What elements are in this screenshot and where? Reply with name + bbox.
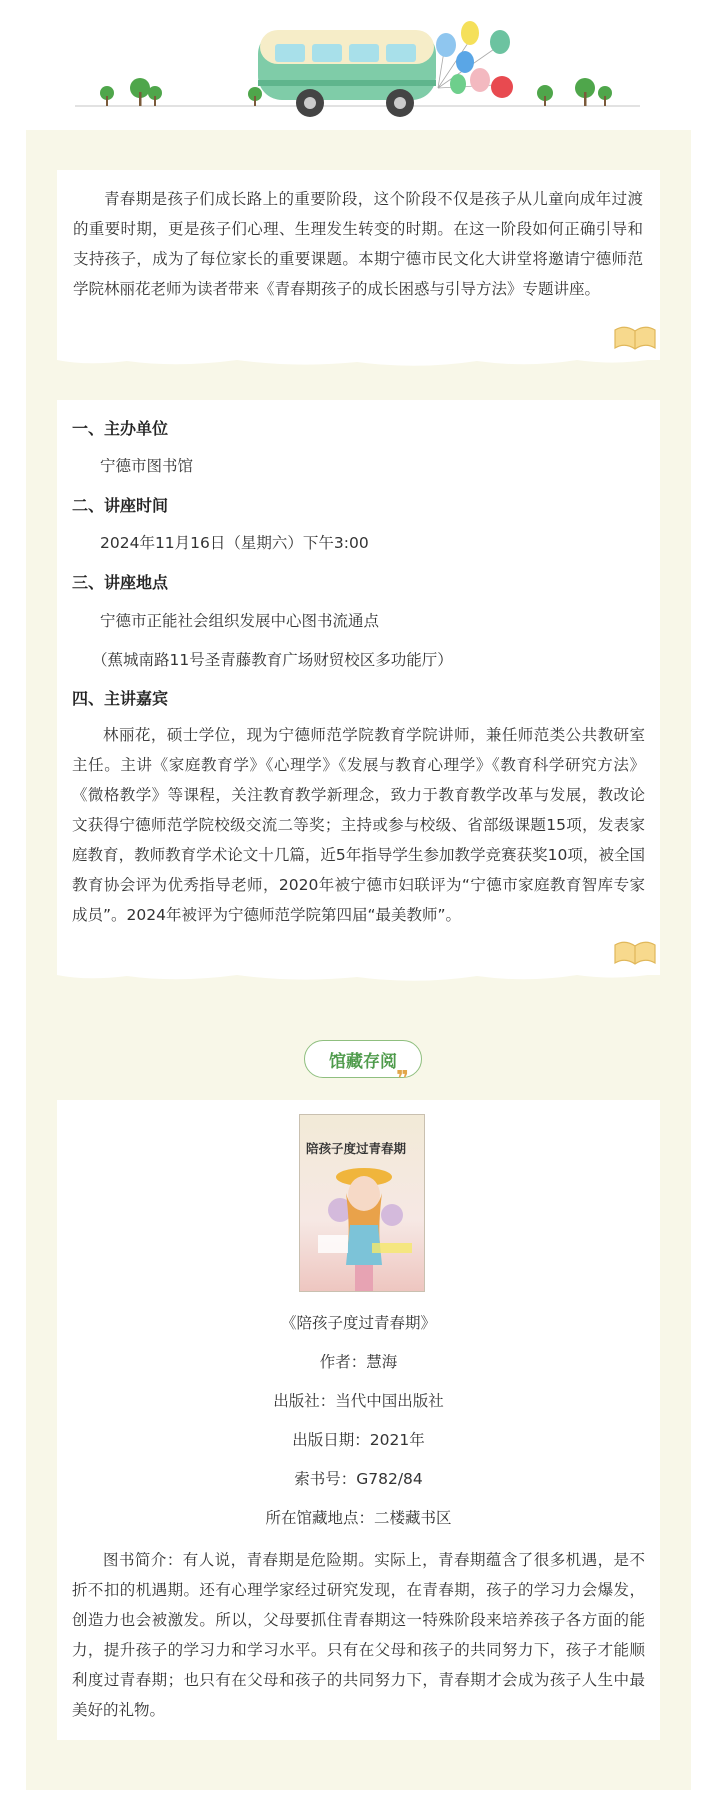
book-cover-title: 陪孩子度过青春期	[306, 1141, 407, 1156]
girl-illustration-icon	[300, 1115, 424, 1291]
section-title-time: 二、讲座时间	[72, 496, 169, 515]
lecture-address: （蕉城南路11号圣青藤教育广场财贸校区多功能厅）	[92, 651, 453, 669]
tree-icon	[100, 78, 262, 106]
section-title-location: 三、讲座地点	[72, 573, 169, 592]
bus-icon	[258, 30, 436, 117]
quote-mark-icon: ❞	[396, 1067, 409, 1092]
collection-label: 馆藏存阅	[304, 1040, 422, 1078]
torn-paper-edge	[57, 348, 660, 370]
section-title-organizer: 一、主办单位	[72, 419, 169, 438]
torn-paper-edge	[57, 963, 660, 985]
bus-balloons-illustration	[0, 0, 717, 130]
book-location: 所在馆藏地点：二楼藏书区	[265, 1509, 452, 1527]
open-book-icon	[612, 320, 658, 352]
intro-text: 青春期是孩子们成长路上的重要阶段，这个阶段不仅是孩子从儿童向成年过渡的重要时期，更是孩子们心理、生理发生转变的时期。在这一阶段如何正确引导和支持孩子，成为了每位家长的重要课题。本期宁德市民文化大讲堂将邀请宁德师范学院林丽花老师为读者带来《青春期孩子的成长困惑与引导方法》专题讲座。	[73, 190, 643, 298]
book-publish-date: 出版日期：2021年	[292, 1431, 425, 1449]
speaker-bio: 林丽花，硕士学位，现为宁德师范学院教育学院讲师，兼任师范类公共教研室主任。主讲《家庭教育学》《心理学》《发展与教育心理学》《教育科学研究方法》《微格教学》等课程，关注教育教学新理念，致力于教育教学改革与发展，教改论文获得宁德师范学院校级交流二等奖；主持或参与校级、省部级课题15项，发表家庭教育，教师教育学术论文十几篇，近5年指导学生参加教学竞赛获奖10项，被全国教育协会评为优秀指导老师，2020年被宁德市妇联评为“宁德市家庭教育智库专家成员”。2024年被评为宁德师范学院第四届“最美教师”。	[72, 726, 645, 924]
section-title-speaker: 四、主讲嘉宾	[72, 689, 169, 708]
balloons-icon	[436, 21, 513, 98]
book-summary: 图书简介：有人说，青春期是危险期。实际上，青春期蕴含了很多机遇，是不折不扣的机遇期。还有心理学家经过研究发现，在青春期，孩子的学习力会爆发，创造力也会被激发。所以，父母要抓住青春期这一特殊阶段来培养孩子各方面的能力，提升孩子的学习力和学习水平。只有在父母和孩子的共同努力下，孩子才能顺利度过青春期；也只有在父母和孩子的共同努力下，青春期才会成为孩子人生中最美好的礼物。	[72, 1551, 645, 1719]
tree-icon	[537, 78, 612, 106]
lecture-location: 宁德市正能社会组织发展中心图书流通点	[100, 612, 380, 630]
book-call-number: 索书号：G782/84	[294, 1470, 423, 1488]
book-card	[57, 1100, 660, 1740]
book-publisher: 出版社：当代中国出版社	[273, 1392, 444, 1410]
book-author: 作者：慧海	[319, 1353, 398, 1371]
header-banner	[0, 0, 717, 130]
open-book-icon	[612, 935, 658, 967]
organizer-name: 宁德市图书馆	[100, 457, 194, 475]
lecture-time: 2024年11月16日（星期六）下午3:00	[100, 534, 369, 552]
book-title: 《陪孩子度过青春期》	[280, 1314, 436, 1332]
intro-card	[57, 170, 660, 360]
book-cover-image	[300, 1115, 424, 1291]
lecture-info-card	[57, 400, 660, 975]
